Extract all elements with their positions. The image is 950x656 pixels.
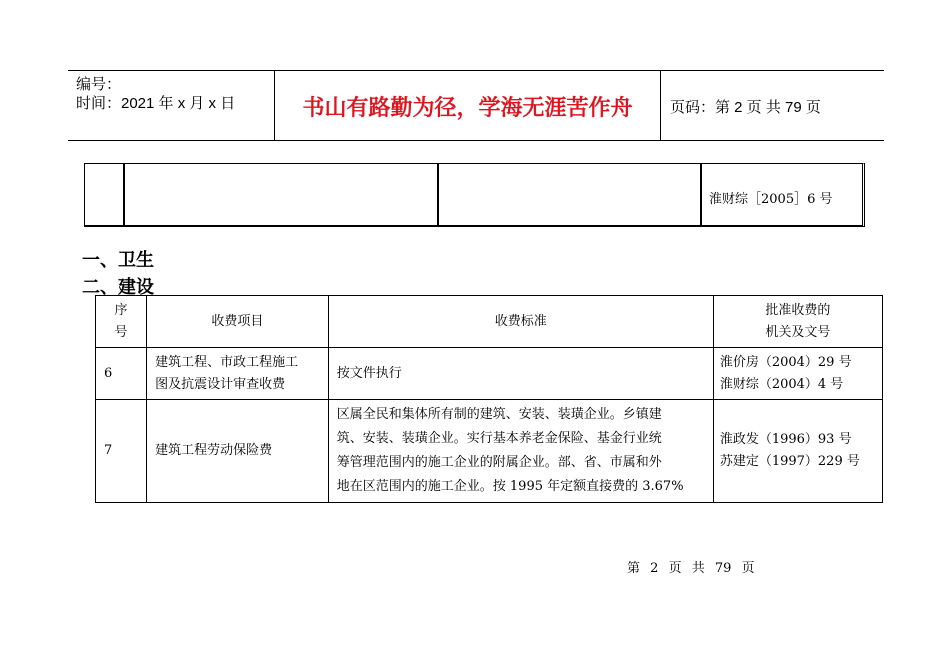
row-standard xyxy=(328,400,713,503)
row-doc xyxy=(713,400,882,503)
section-heading-health: 一、卫生 xyxy=(82,250,154,271)
time-line: 时间：2021 年 x 月 x 日 xyxy=(76,95,236,112)
header-doc-line1: 批准收费的 xyxy=(765,302,831,318)
row-item-line: 图及抗震设计审查收费 xyxy=(155,376,286,392)
header-motto: 书山有路勤为径，学海无涯苦作舟 xyxy=(302,96,633,121)
fee-table xyxy=(95,295,883,503)
row-item: 建筑工程劳动保险费 xyxy=(147,400,329,503)
table-header-row xyxy=(96,296,883,348)
row-standard: 按文件执行 xyxy=(328,348,713,400)
row-standard-line: 筹管理范围内的施工企业的附属企业。部、省、市属和外 xyxy=(336,455,662,470)
header-top-rule xyxy=(68,70,884,71)
section-heading-construction: 二、建设 xyxy=(82,277,154,298)
header-page-info: 页码：第 2 页 共 79 页 xyxy=(670,99,821,116)
row-standard-line: 地在区范围内的施工企业。按 1995 年定额直接费的 3.67% xyxy=(336,479,684,494)
table-col-divider xyxy=(437,164,439,225)
table-row xyxy=(96,400,883,503)
doc-ref: 淮财综［2005］6 号 xyxy=(709,192,833,207)
header-divider-right xyxy=(660,70,661,141)
row-doc-line: 苏建定（1997）229 号 xyxy=(719,454,860,469)
row-doc-line: 淮政发（1996）93 号 xyxy=(719,432,852,447)
row-item-line: 建筑工程、市政工程施工 xyxy=(155,354,299,370)
header-item: 收费项目 xyxy=(147,296,329,348)
row-doc-line: 淮价房（2004）29 号 xyxy=(719,354,852,370)
header-no-line2: 号 xyxy=(114,324,128,340)
page-footer xyxy=(627,557,761,576)
footer-ye: 页 xyxy=(741,561,755,576)
header-no xyxy=(96,296,147,348)
header-meta xyxy=(76,75,235,113)
number-label: 编号： xyxy=(76,76,122,93)
continuation-table xyxy=(84,163,865,227)
row-standard-line: 筑、安装、装璜企业。实行基本养老金保险、基金行业统 xyxy=(336,431,662,446)
header-no-line1: 序 xyxy=(114,302,128,318)
row-no: 6 xyxy=(96,348,147,400)
table-row xyxy=(96,348,883,400)
table-col-divider xyxy=(700,164,702,225)
row-item xyxy=(147,348,329,400)
footer-total-pages: 79 xyxy=(714,561,732,576)
footer-gong: 共 xyxy=(691,561,705,576)
table-col-divider xyxy=(123,164,125,225)
footer-page-number: 2 xyxy=(650,561,659,576)
row-no: 7 xyxy=(96,400,147,503)
row-doc-line: 淮财综（2004）4 号 xyxy=(719,376,844,392)
header-doc-line2: 机关及文号 xyxy=(765,324,831,340)
header-bottom-rule xyxy=(68,140,884,141)
footer-ye: 页 xyxy=(668,561,682,576)
row-doc xyxy=(713,348,882,400)
header-standard: 收费标准 xyxy=(328,296,713,348)
footer-di: 第 xyxy=(627,561,641,576)
header-doc xyxy=(713,296,882,348)
row-standard-line: 区属全民和集体所有制的建筑、安装、装璜企业。乡镇建 xyxy=(336,407,662,422)
